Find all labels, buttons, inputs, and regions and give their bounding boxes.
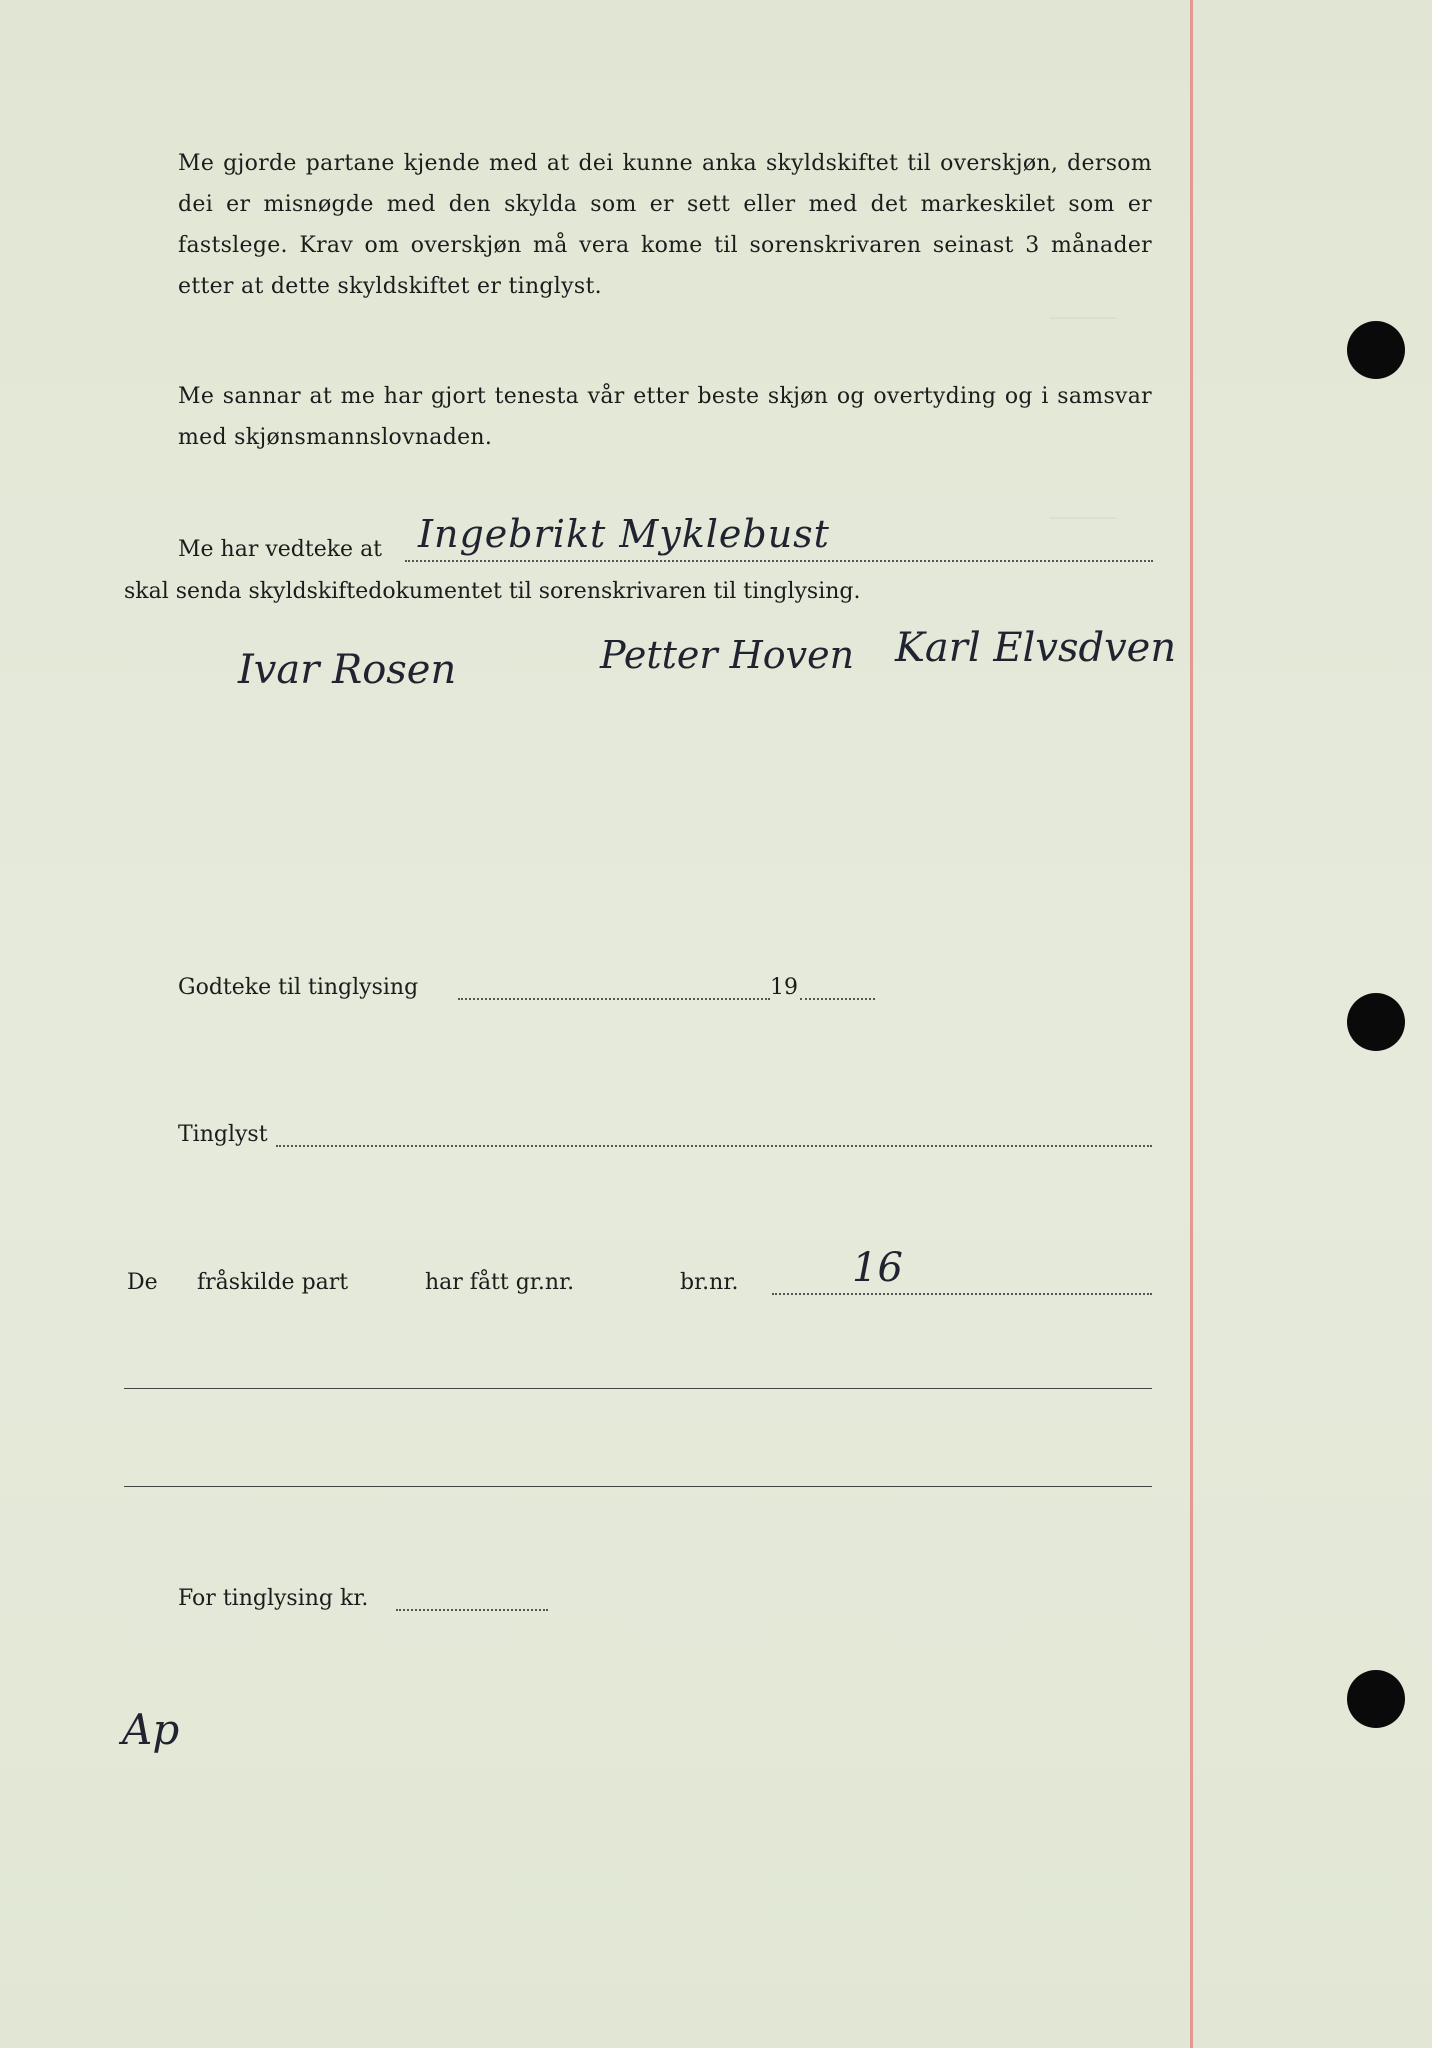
godteke-label: Godteke til tinglysing [178,975,419,1000]
handwritten-initials: Ap [122,1705,180,1754]
signature-1: Ivar Rosen [238,647,457,693]
fraskilde-part-label: fråskilde part [197,1270,349,1295]
punch-hole [1347,993,1405,1051]
bleed-through: _______ [1050,300,1117,321]
punch-hole [1347,321,1405,379]
signature-3: Karl Elvsdven [895,625,1177,671]
godteke-dotted-line [458,998,770,1000]
fraskilde-de-label: De [127,1270,158,1295]
vedteke-dotted-line [405,560,1153,562]
godteke-year-dotted [800,998,875,1000]
vedteke-label: Me har vedteke at [178,537,383,562]
blank-line-2 [124,1486,1152,1487]
for-tinglysing-label: For tinglysing kr. [178,1586,369,1611]
godteke-year-prefix: 19 [770,975,798,1000]
fraskilde-brnr-label: br.nr. [680,1270,739,1295]
tinglyst-dotted-line [276,1145,1152,1147]
fraskilde-dotted-line [772,1293,1152,1295]
vedteke-handwritten-name: Ingebrikt Myklebust [418,512,830,556]
vedteke-continuation: skal senda skyldskiftedokumentet til sorenskrivaren til tinglysing. [124,579,861,604]
for-tinglysing-dotted-line [396,1609,548,1611]
tinglyst-label: Tinglyst [178,1122,268,1147]
punch-hole [1347,1670,1405,1728]
fraskilde-brnr-value: 16 [852,1245,903,1291]
paragraph-anke: Me gjorde partane kjende med at dei kunne anka skyldskiftet til overskjøn, dersom dei er misnøgde med den skylda som er sett eller med det markeskilet som er fastslege. Krav om overskjøn må vera kome til sorenskrivaren seinast 3 månader etter at dette skyldskiftet er tinglyst. [178,151,1152,299]
bleed-through: _______ [1050,500,1117,521]
signature-2: Petter Hoven [600,633,855,677]
blank-line-1 [124,1388,1152,1389]
paragraph-sannar: Me sannar at me har gjort tenesta vår etter beste skjøn og overtyding og i samsvar med skjønsmannslovnaden. [178,384,1152,450]
fraskilde-grnr-label: har fått gr.nr. [425,1270,575,1295]
margin-line [1190,0,1193,2048]
